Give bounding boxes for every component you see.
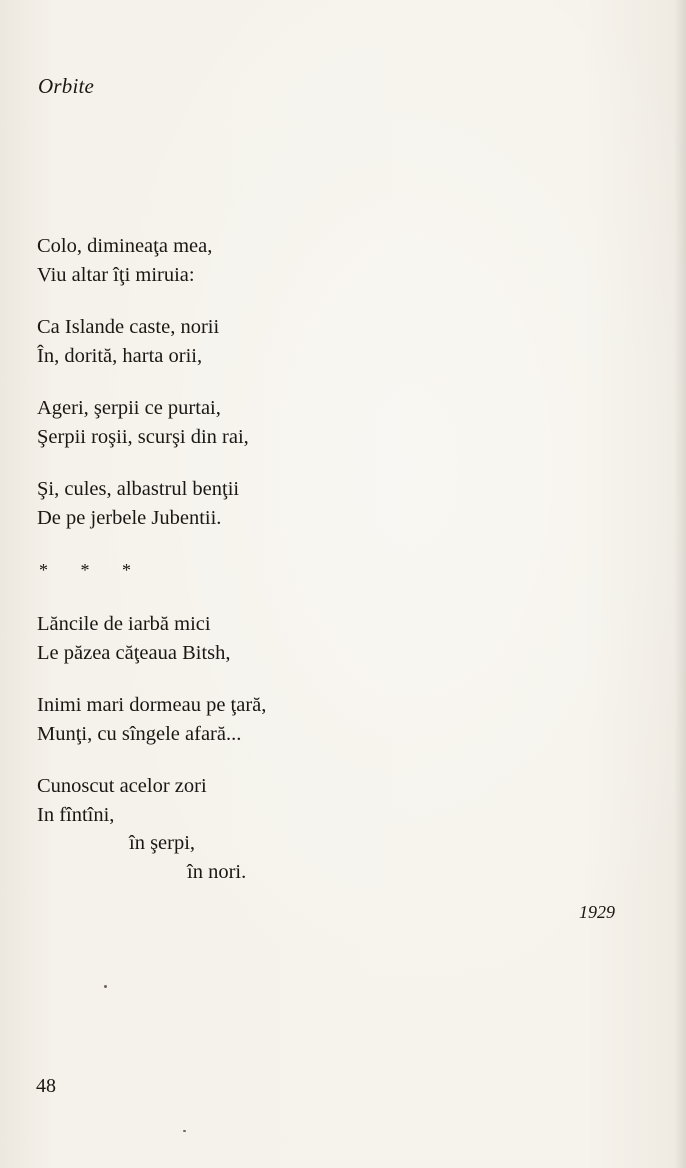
stanza-5	[37, 610, 266, 667]
poem-line: Munţi, cu sîngele afară...	[37, 722, 242, 745]
stanza-4	[37, 475, 266, 532]
poem-line: Şerpii roşii, scurşi din rai,	[37, 425, 249, 448]
poem-line: Viu altar îţi miruia:	[37, 263, 195, 286]
poem-line: În, dorită, harta orii,	[37, 344, 203, 367]
poem-body	[37, 232, 266, 910]
poem-line-indented: în şerpi,	[129, 832, 196, 854]
poem-line: Inimi mari dormeau pe ţară,	[37, 694, 267, 716]
paper-speck	[183, 1130, 186, 1132]
poem-line: Ageri, şerpii ce purtai,	[37, 397, 221, 419]
poem-line: Colo, dimineaţa mea,	[37, 235, 213, 257]
poem-line: Cunoscut acelor zori	[37, 775, 207, 797]
poem-line: Le păzea căţeaua Bitsh,	[37, 641, 231, 664]
paper-speck	[104, 985, 107, 988]
stanza-1	[37, 232, 266, 289]
page-number: 48	[36, 1075, 56, 1097]
poem-line: Lăncile de iarbă mici	[37, 613, 211, 635]
poem-title: Orbite	[38, 74, 95, 98]
poem-line-indented: în nori.	[187, 860, 247, 883]
stanza-2	[37, 313, 266, 370]
stanza-7	[37, 772, 266, 886]
poem-line: De pe jerbele Jubentii.	[37, 506, 222, 529]
stanza-6	[37, 691, 266, 748]
stanza-3	[37, 394, 266, 451]
poem-line: Ca Islande caste, norii	[37, 316, 220, 338]
poem-line: In fîntîni,	[37, 803, 115, 826]
poem-line: Şi, cules, albastrul benţii	[37, 478, 240, 500]
page-edge-shadow	[674, 0, 686, 1168]
section-separator: * * *	[39, 560, 145, 580]
poem-date: 1929	[579, 902, 615, 922]
